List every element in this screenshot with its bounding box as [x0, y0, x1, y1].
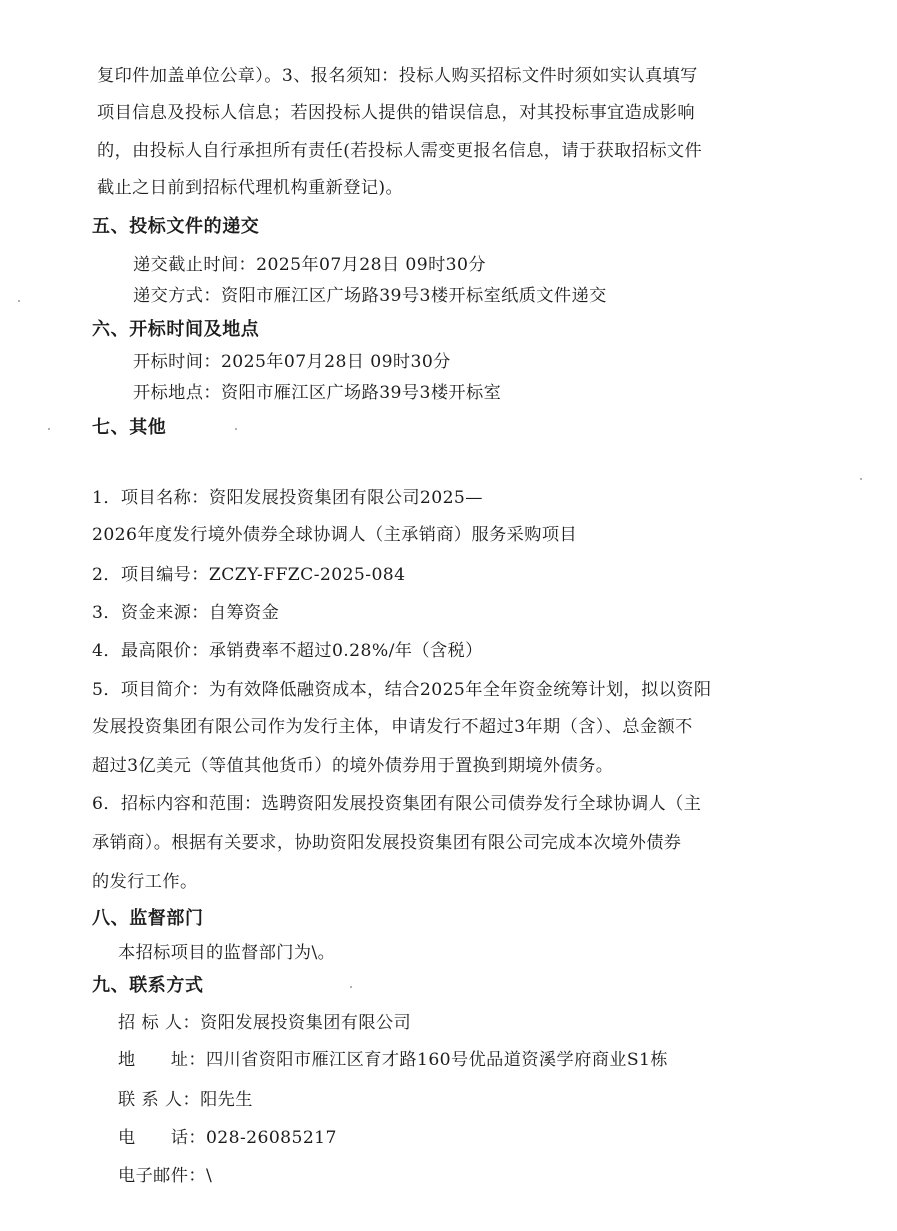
- contact-email: 电子邮件：\: [118, 1166, 213, 1186]
- section-8-heading: 八、监督部门: [92, 908, 204, 929]
- other-item-line: 超过3亿美元（等值其他货币）的境外债券用于置换到期境外债务。: [92, 756, 614, 776]
- contact-person: 联 系 人：阳先生: [118, 1090, 253, 1110]
- other-item-line: 5．项目简介：为有效降低融资成本，结合2025年全年资金统筹计划，拟以资阳: [92, 680, 712, 700]
- scan-speck: [235, 428, 237, 430]
- intro-line-1: 复印件加盖单位公章）。3、报名须知：投标人购买招标文件时须如实认真填写: [97, 66, 698, 86]
- intro-line-3: 的，由投标人自行承担所有责任(若投标人需变更报名信息，请于获取招标文件: [97, 141, 703, 161]
- section-6-heading: 六、开标时间及地点: [92, 319, 260, 340]
- contact-address: 地 址：四川省资阳市雁江区育才路160号优品道资溪学府商业S1栋: [118, 1050, 668, 1070]
- other-item-line: 承销商）。根据有关要求，协助资阳发展投资集团有限公司完成本次境外债券: [92, 833, 682, 853]
- other-item-line: 发展投资集团有限公司作为发行主体，申请发行不超过3年期（含）、总金额不: [92, 717, 693, 737]
- other-item-line: 3．资金来源：自筹资金: [92, 603, 280, 623]
- submission-deadline: 递交截止时间：2025年07月28日 09时30分: [133, 255, 486, 275]
- other-item-line: 2．项目编号：ZCZY-FFZC-2025-084: [92, 565, 406, 585]
- scan-speck: [48, 428, 50, 430]
- opening-place: 开标地点：资阳市雁江区广场路39号3楼开标室: [133, 383, 502, 403]
- other-item-line: 4．最高限价：承销费率不超过0.28%/年（含税）: [92, 641, 483, 661]
- section-7-heading: 七、其他: [92, 417, 167, 438]
- scan-speck: [18, 300, 20, 302]
- other-item-line: 的发行工作。: [92, 872, 198, 892]
- contact-tenderer: 招 标 人：资阳发展投资集团有限公司: [118, 1013, 412, 1033]
- submission-method: 递交方式：资阳市雁江区广场路39号3楼开标室纸质文件递交: [133, 286, 607, 306]
- scan-speck: [860, 478, 862, 480]
- supervision-text: 本招标项目的监督部门为\。: [118, 943, 336, 963]
- section-9-heading: 九、联系方式: [92, 975, 204, 996]
- opening-time: 开标时间：2025年07月28日 09时30分: [133, 352, 451, 372]
- other-item-line: 2026年度发行境外债券全球协调人（主承销商）服务采购项目: [92, 525, 578, 545]
- contact-phone: 电 话：028-26085217: [118, 1128, 337, 1148]
- intro-line-4: 截止之日前到招标代理机构重新登记)。: [97, 178, 404, 198]
- scan-speck: [350, 986, 352, 988]
- section-5-heading: 五、投标文件的递交: [92, 216, 260, 237]
- other-item-line: 1．项目名称：资阳发展投资集团有限公司2025—: [92, 488, 483, 508]
- other-item-line: 6．招标内容和范围：选聘资阳发展投资集团有限公司债券发行全球协调人（主: [92, 794, 702, 814]
- intro-line-2: 项目信息及投标人信息；若因投标人提供的错误信息，对其投标事宜造成影响: [97, 103, 695, 123]
